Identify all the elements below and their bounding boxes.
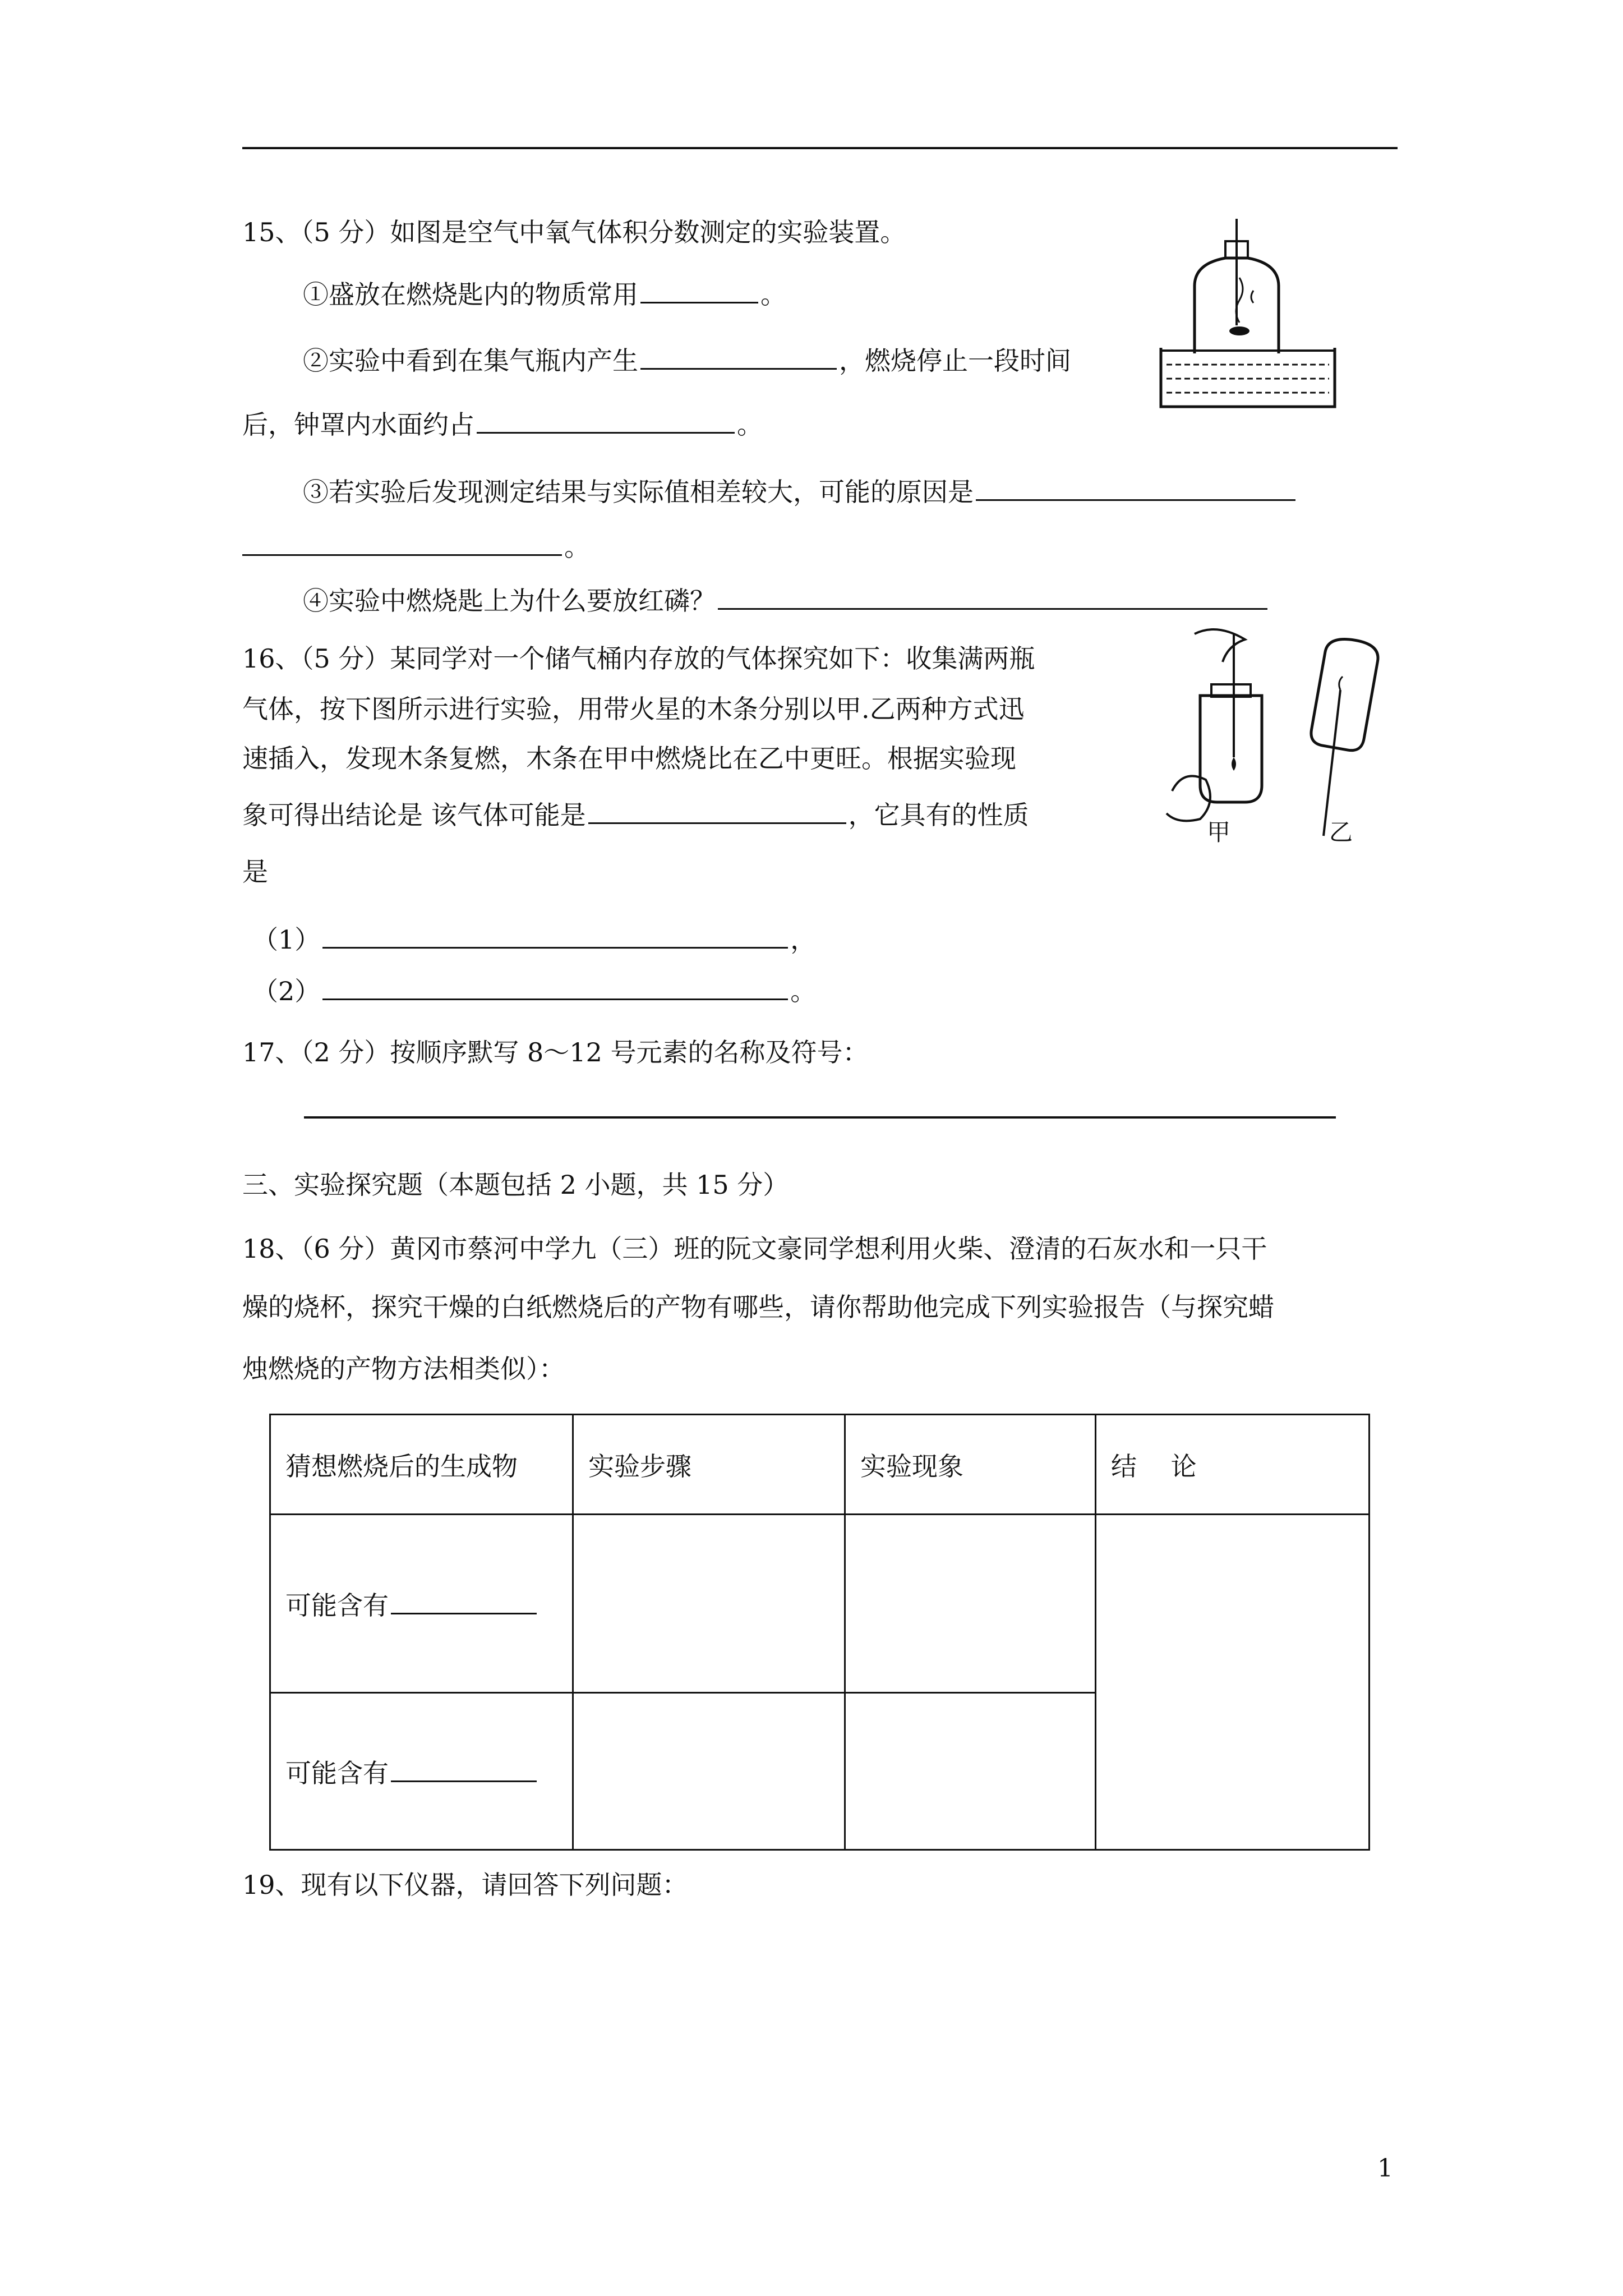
q15-part1-text: ①盛放在燃烧匙内的物质常用 (303, 279, 638, 310)
row1-guess-blank[interactable] (391, 1588, 537, 1614)
row2-phenomenon-cell[interactable] (845, 1693, 1096, 1850)
row2-steps-cell[interactable] (573, 1693, 845, 1850)
q16-line4-end: ，它具有的性质 (848, 800, 1029, 830)
q15-part4 (303, 583, 1270, 618)
q15-title: 15、（5 分）如图是空气中氧气体积分数测定的实验装置。 (242, 217, 906, 247)
table-row (270, 1515, 1370, 1693)
q18-line1: 18、（6 分）黄冈市蔡河中学九（三）班的阮文豪同学想利用火柴、澄清的石灰水和一只干 (242, 1234, 1267, 1264)
bell-jar-apparatus-figure (1155, 219, 1340, 415)
splint-bottles-figure (1150, 623, 1391, 847)
q16-item2-label: （2） (252, 976, 321, 1006)
q15-part2 (303, 343, 1071, 378)
q15-part3-blank-b[interactable] (242, 530, 562, 556)
q16-line5: 是 (242, 857, 268, 887)
q15-part2-cont (242, 407, 763, 441)
row1-guess-text: 可能含有 (285, 1590, 389, 1621)
q16-item1-blank[interactable] (322, 922, 788, 949)
row2-guess-blank[interactable] (391, 1756, 537, 1782)
header-phenomenon: 实验现象 (845, 1415, 1096, 1515)
experiment-report-table (269, 1414, 1370, 1851)
q15-part3-cont (242, 530, 590, 564)
label-yi: 乙 (1329, 818, 1353, 846)
q16-line2: 气体，按下图所示进行实验，用带火星的木条分别以甲.乙两种方式迅 (242, 694, 1025, 724)
row1-phenomenon-cell[interactable] (845, 1515, 1096, 1693)
section3-title: 三、实验探究题（本题包括 2 小题，共 15 分） (242, 1170, 789, 1200)
q16-item1 (252, 922, 816, 956)
q15-part2-mid: ，燃烧停止一段时间 (839, 346, 1071, 376)
q15-part2-blank-a[interactable] (640, 343, 837, 370)
q15-part2-text: ②实验中看到在集气瓶内产生 (303, 346, 638, 376)
combustion-spoon-icon (1229, 326, 1249, 335)
header-guess: 猜想燃烧后的生成物 (270, 1415, 573, 1515)
q16-item1-end: ， (790, 924, 817, 955)
q15-part3-text: ③若实验后发现测定结果与实际值相差较大，可能的原因是 (303, 477, 974, 507)
q15-part3 (303, 475, 1298, 509)
q15-part4-blank[interactable] (718, 583, 1267, 610)
q17-title: 17、（2 分）按顺序默写 8～12 号元素的名称及符号： (242, 1037, 869, 1068)
q16-line4-text: 象可得出结论是 该气体可能是 (242, 800, 586, 830)
q16-item2 (252, 974, 816, 1008)
q15-part2-blank-b[interactable] (477, 407, 735, 434)
q15-part1-end: 。 (760, 279, 786, 310)
q16-item1-label: （1） (252, 924, 321, 955)
row2-guess (270, 1693, 573, 1850)
bottle-yi-icon (1309, 636, 1380, 836)
q18-line2: 燥的烧杯，探究干燥的白纸燃烧后的产物有哪些，请你帮助他完成下列实验报告（与探究蜡 (242, 1292, 1274, 1322)
water-trough-icon (1161, 348, 1335, 407)
q15-part2-cont-text: 后，钟罩内水面约占 (242, 409, 474, 440)
q15-part1-blank[interactable] (640, 277, 758, 303)
header-conclusion: 结 论 (1096, 1415, 1370, 1515)
q15-part1 (303, 277, 786, 311)
q18-line3: 烛燃烧的产物方法相类似）： (242, 1354, 565, 1384)
bottle-jia-icon (1166, 629, 1262, 821)
header-rule (242, 147, 1398, 149)
q16-line1: 16、（5 分）某同学对一个储气桶内存放的气体探究如下：收集满两瓶 (242, 643, 1035, 674)
q16-item2-blank[interactable] (322, 974, 788, 1000)
conclusion-cell[interactable] (1096, 1515, 1370, 1850)
q15-part2-end: 。 (737, 409, 763, 440)
q16-item2-end: 。 (790, 976, 817, 1006)
table-header-row (270, 1415, 1370, 1515)
q16-line4 (242, 798, 1029, 832)
q15-part3-end: 。 (564, 532, 590, 562)
q16-gas-blank[interactable] (588, 798, 846, 824)
q16-line3: 速插入，发现木条复燃，木条在甲中燃烧比在乙中更旺。根据实验现 (242, 743, 1016, 774)
label-jia: 甲 (1207, 818, 1231, 846)
q17-answer-blank[interactable] (304, 1116, 1336, 1119)
row1-guess (270, 1515, 573, 1693)
page-number: 1 (1377, 2154, 1393, 2183)
row1-steps-cell[interactable] (573, 1515, 845, 1693)
header-steps: 实验步骤 (573, 1415, 845, 1515)
q15-part4-text: ④实验中燃烧匙上为什么要放红磷？ (303, 586, 716, 616)
row2-guess-text: 可能含有 (285, 1757, 389, 1788)
q15-part3-blank-a[interactable] (976, 475, 1295, 501)
q19-title: 19、现有以下仪器，请回答下列问题： (242, 1870, 688, 1900)
